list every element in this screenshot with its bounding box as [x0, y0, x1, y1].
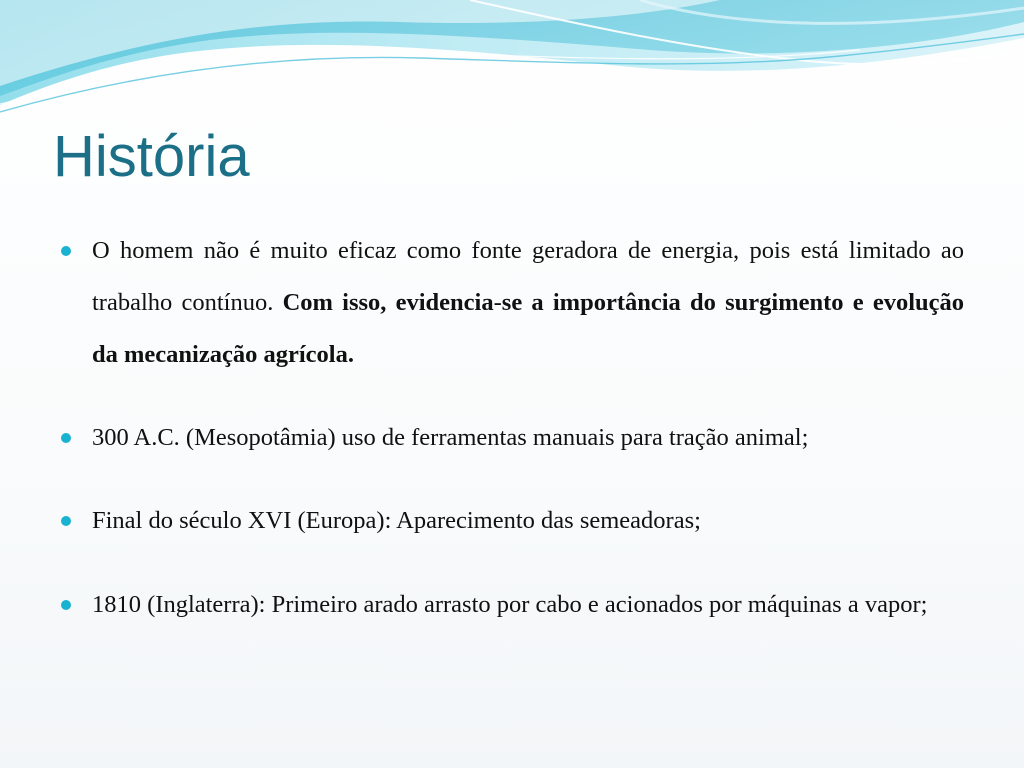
decorative-wave-header: [0, 0, 1024, 130]
bullet-text-1-bold-part-2: se a importância do surgimento e evolução da mecanização agrícola.: [92, 289, 965, 368]
bullet-dot-icon: [61, 600, 71, 610]
bullet-dot-icon: [61, 516, 71, 526]
bullet-text-1-bold-part-1: Com isso, evidencia: [282, 289, 494, 316]
bullet-text-1-normal-part-1: O homem não é muito eficaz como fonte geradora de energia, pois está limitado ao trabalho contínuo.: [92, 237, 964, 316]
bullet-dot-icon: [61, 246, 71, 256]
bullet-item-2: [61, 412, 964, 464]
bullet-text-4: 1810 (Inglaterra): Primeiro arado arrasto por cabo e acionados por máquinas a vapor;: [92, 591, 928, 618]
slide-content: [61, 225, 964, 631]
bullet-item-3: [61, 495, 964, 547]
bullet-text-1-normal-part-2: -: [493, 289, 502, 316]
slide-title: História: [53, 124, 250, 189]
bullet-dot-icon: [61, 433, 71, 443]
bullet-item-1: [61, 225, 964, 381]
bullet-text-2: 300 A.C. (Mesopotâmia) uso de ferramentas manuais para tração animal;: [92, 424, 809, 451]
bullet-text-3: Final do século XVI (Europa): Aparecimento das semeadoras;: [92, 507, 701, 534]
bullet-item-4: [61, 579, 964, 631]
